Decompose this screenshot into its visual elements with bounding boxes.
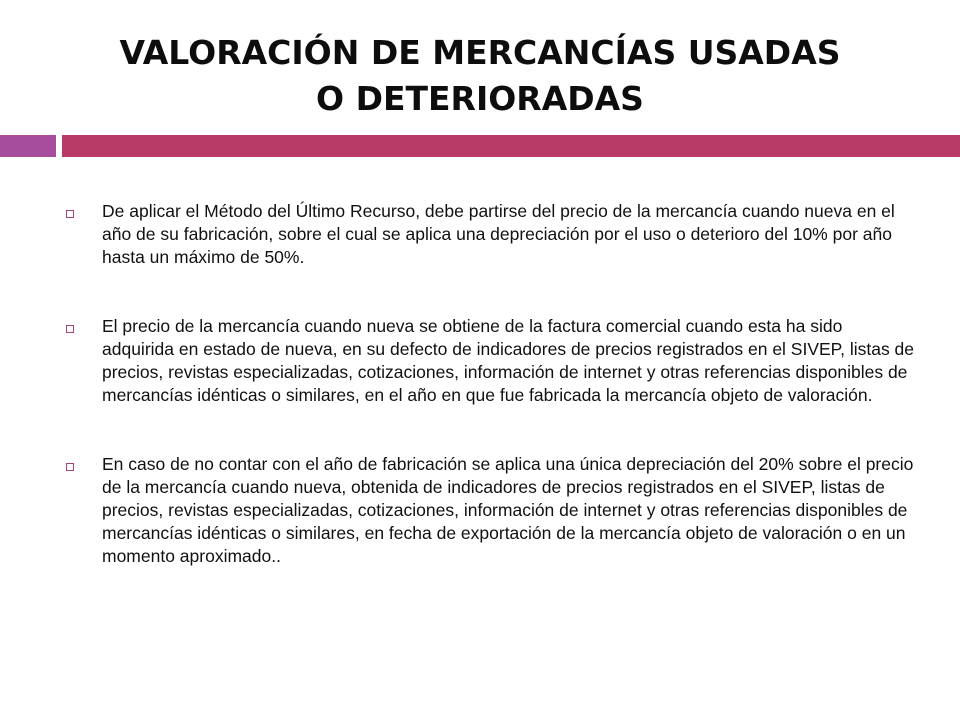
square-outline-bullet-icon — [66, 325, 74, 333]
bullet-item — [66, 200, 916, 269]
bullet-text: De aplicar el Método del Último Recurso, debe partirse del precio de la mercancía cuando nueva en el año de su fabricación, sobre el cual se aplica una depreciación por el uso o deterioro del 10% por año hasta un máximo de 50%. — [102, 201, 895, 267]
accent-bar-right — [62, 135, 960, 157]
accent-bar-left — [0, 135, 56, 157]
bullet-item — [66, 315, 916, 407]
slide-title-line-2: O DETERIORADAS — [316, 79, 644, 118]
slide-title-line-1: VALORACIÓN DE MERCANCÍAS USADAS — [119, 33, 841, 72]
bullet-item — [66, 453, 916, 568]
bullet-text: El precio de la mercancía cuando nueva se obtiene de la factura comercial cuando esta ha sido adquirida en estado de nueva, en su defecto de indicadores de precios registrados en el SIVEP, listas de precios, revistas especializadas, cotizaciones, información de internet y otras referencias disponibles de mercancías idénticas o similares, en el año en que fue fabricada la mercancía objeto de valoración. — [102, 316, 915, 405]
square-outline-bullet-icon — [66, 210, 74, 218]
bullet-list — [66, 200, 916, 568]
slide-title — [60, 30, 900, 122]
bullet-text: En caso de no contar con el año de fabricación se aplica una única depreciación del 20% sobre el precio de la mercancía cuando nueva, obtenida de indicadores de precios registrados en el SIVEP, listas de precios, revistas especializadas, cotizaciones, información de internet y otras referencias disponibles de mercancías idénticas o similares, en fecha de exportación de la mercancía objeto de valoración o en un momento aproximado.. — [102, 454, 914, 566]
square-outline-bullet-icon — [66, 463, 74, 471]
